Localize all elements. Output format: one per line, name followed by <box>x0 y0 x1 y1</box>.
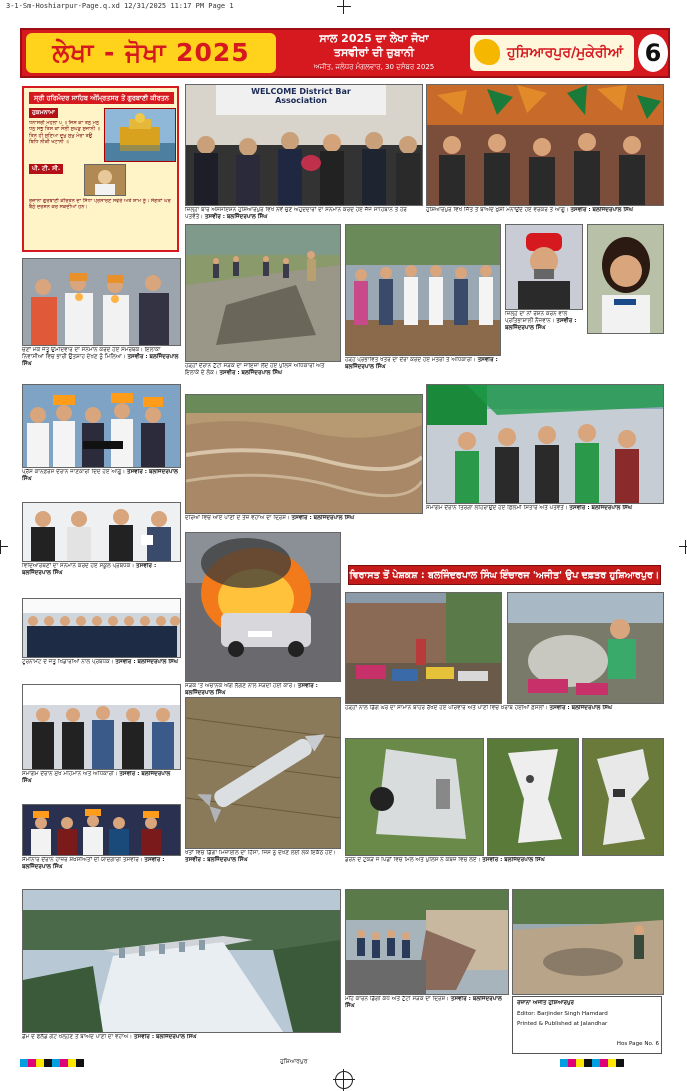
caption-car-fire-credit: ਤਸਵੀਰ : ਬਲਜਿੰਦਰਪਾਲ ਸਿੰਘ <box>185 683 318 697</box>
caption-river-flood-credit: ਤਸਵੀਰ : ਬਲਜਿੰਦਰਪਾਲ ਸਿੰਘ <box>291 515 355 521</box>
caption-students <box>22 563 179 593</box>
drone-debris-photo-1 <box>345 738 484 856</box>
gurbani-title: ਸ੍ਰੀ ਹਰਿਮੰਦਰ ਸਾਹਿਬ ਅੰਮ੍ਰਿਤਸਰ ਤੋਂ ਗੁਰਬਾਣੀ ਕੀਰਤਨ <box>29 92 174 104</box>
caption-election-winners-credit: ਤਸਵੀਰ : ਬਲਜਿੰਦਰਪਾਲ ਸਿੰਘ <box>22 354 179 368</box>
gurbani-sub1: ਹੁਕਮਨਾਮਾ <box>29 108 58 118</box>
print-slug: 3-1-Sm-Hoshiarpur-Page.q.xd 12/31/2025 11:17 PM Page 1 <box>6 2 234 10</box>
caption-minister-visit-credit: ਤਸਵੀਰ : ਬਲਜਿੰਦਰਪਾਲ ਸਿੰਘ <box>345 357 498 371</box>
celebration-photo <box>426 84 664 206</box>
caption-ceremony-credit: ਤਸਵੀਰ : ਬਲਜਿੰਦਰਪਾਲ ਸਿੰਘ <box>22 771 171 785</box>
info-page: Hos Page No. 6 <box>616 1041 659 1047</box>
guru-portrait-image <box>85 165 125 195</box>
caption-drone-debris <box>345 857 662 887</box>
dam-floodgates-photo <box>22 889 341 1033</box>
caption-flag-event-credit: ਤਸਵੀਰ : ਬਲਜਿੰਦਰਪਾਲ ਸਿੰਘ <box>569 505 633 511</box>
caption-celebration-text: ਹੁਸ਼ਿਆਰਪੁਰ ਵਿਖੇ ਜਿੱਤ ਤੋਂ ਬਾਅਦ ਖ਼ੁਸ਼ੀ ਮਨਾਉਂਦੇ ਹੋਏ ਵਰਕਰ ਤੇ ਆਗੂ। <box>426 207 569 213</box>
caption-broken-road <box>185 363 339 391</box>
flood-crops-photo <box>507 592 664 704</box>
caption-collapsed-wall-text: ਮੀਂਹ ਕਾਰਨ ਡਿੱਗੀ ਕੰਧ ਅਤੇ ਟੁੱਟੀ ਸੜਕ ਦਾ ਦ੍ਰਿਸ਼। <box>345 996 449 1002</box>
flag-event-photo <box>426 384 664 504</box>
caption-car-fire <box>185 683 339 697</box>
caption-missile-text: ਖੇਤਾਂ ਵਿਚ ਡਿੱਗਾ ਮਿਜ਼ਾਈਲ ਦਾ ਹਿੱਸਾ, ਜਿਸ ਨੂੰ ਦੇਖਣ ਲਈ ਲੋਕ ਇਕੱਠੇ ਹੋਏ। <box>185 850 336 856</box>
guru-portrait-photo <box>84 164 126 196</box>
footer-text: ਹੁਸ਼ਿਆਰਪੁਰ <box>280 1058 308 1065</box>
dam-floodgates-image <box>23 890 340 1032</box>
section-heading: ਵਿਰਾਸਤ ਤੋਂ ਪੇਸ਼ਕਸ਼ : ਬਲਜਿੰਦਰਪਾਲ ਸਿੰਘ ਇੰਚਾਰਜ 'ਅਜੀਤ' ਉਪ ਦਫ਼ਤਰ ਹੁਸ਼ਿਆਰਪੁਰ। <box>348 565 661 585</box>
portrait-man-photo <box>505 224 583 310</box>
minister-visit-image <box>346 225 500 355</box>
caption-celebration-credit: ਤਸਵੀਰ : ਬਲਜਿੰਦਰਪਾਲ ਸਿੰਘ <box>570 207 634 213</box>
caption-river-flood-text: ਦਰਿਆ ਵਿਚ ਆਏ ਪਾਣੀ ਦੇ ਤੇਜ਼ ਵਹਾਅ ਦਾ ਦ੍ਰਿਸ਼। <box>185 515 290 521</box>
caption-collapsed-wall-credit: ਤਸਵੀਰ : ਬਲਜਿੰਦਰਪਾਲ ਸਿੰਘ <box>345 996 502 1010</box>
caption-drone-debris-text: ਡਰੋਨ ਦੇ ਟੁਕੜੇ ਜੋ ਪਿੰਡਾਂ ਵਿਚ ਮਿਲੇ ਅਤੇ ਪੁਲਿਸ ਨੇ ਕਬਜ਼ੇ ਵਿਚ ਲਏ। <box>345 857 481 863</box>
gurbani-sub2: ਪੀ. ਟੀ. ਸੀ. <box>29 164 63 174</box>
students-photo <box>22 502 181 562</box>
flood-house-image <box>346 593 501 703</box>
caption-flood-house-text: ਹੜ੍ਹਾਂ ਨਾਲ ਡਿੱਗੇ ਘਰ ਦਾ ਸਾਮਾਨ ਬਾਹਰ ਰੱਖਦੇ ਹੋਏ ਪਰਿਵਾਰ ਅਤੇ ਪਾਣੀ ਵਿਚ ਖ਼ਰਾਬ ਹੋਈਆਂ ਫ਼ਸਲਾਂ। <box>345 705 548 711</box>
car-fire-image <box>186 533 340 681</box>
portrait-girl-photo <box>587 224 664 334</box>
broken-road-image <box>186 225 340 361</box>
ceremony-photo <box>22 684 181 770</box>
students-image <box>23 503 180 561</box>
caption-flag-event <box>426 505 662 527</box>
caption-students-text: ਵਿਦਿਆਰਥਣਾਂ ਦਾ ਸਨਮਾਨ ਕਰਦੇ ਹੋਏ ਸਕੂਲ ਪ੍ਰਬੰਧਕ। <box>22 563 135 569</box>
caption-river-flood <box>185 515 421 529</box>
caption-bar-association-text: ਜ਼ਿਲ੍ਹਾ ਬਾਰ ਐਸੋਸੀਏਸ਼ਨ ਹੁਸ਼ਿਆਰਪੁਰ ਵਿਖੇ ਨਵੇਂ ਚੁਣੇ ਅਹੁਦੇਦਾਰਾਂ ਦਾ ਸਨਮਾਨ ਕਰਦੇ ਹੋਏ ਜੱਜ ਸਾਹਿਬਾਨ ਤੇ ਹੋਰ ਪਤਵੰਤੇ। <box>185 207 407 221</box>
drone-debris-photo-3 <box>582 738 664 856</box>
caption-missile-credit: ਤਸਵੀਰ : ਬਲਜਿੰਦਰਪਾਲ ਸਿੰਘ <box>185 857 248 864</box>
caption-dam-credit: ਤਸਵੀਰ : ਬਲਜਿੰਦਰਪਾਲ ਸਿੰਘ <box>133 1034 197 1040</box>
info-line2: Editor: Barjinder Singh Hamdard <box>517 1011 608 1017</box>
caption-seminar-credit: ਤਸਵੀਰ : ਬਲਜਿੰਦਰਪਾਲ ਸਿੰਘ <box>22 857 165 871</box>
caption-press-conference <box>22 469 179 499</box>
broken-road-photo <box>185 224 341 362</box>
caption-press-conference-text: ਪ੍ਰੈੱਸ ਕਾਨਫ਼ਰੰਸ ਦੌਰਾਨ ਜਾਣਕਾਰੀ ਦਿੰਦੇ ਹੋਏ ਆਗੂ। <box>22 469 126 475</box>
caption-seminar <box>22 857 179 885</box>
masthead-subtitle <box>284 32 464 60</box>
drone-debris-image-1 <box>346 739 483 855</box>
caption-tournament <box>22 659 179 681</box>
damaged-road-image <box>513 890 663 994</box>
seminar-image <box>23 805 180 855</box>
color-bar-left <box>20 1059 84 1067</box>
caption-seminar-text: ਸੈਮੀਨਾਰ ਦੌਰਾਨ ਹਾਜ਼ਰ ਸ਼ਖ਼ਸੀਅਤਾਂ ਦੀ ਯਾਦਗਾਰੀ ਤਸਵੀਰ। <box>22 857 143 863</box>
caption-missile <box>185 850 339 880</box>
caption-tournament-text: ਟੂਰਨਾਮੈਂਟ ਦੇ ਜੇਤੂ ਖਿਡਾਰੀਆਂ ਨਾਲ ਪ੍ਰਬੰਧਕ। <box>22 659 114 665</box>
caption-broken-road-text: ਹੜ੍ਹਾਂ ਦੌਰਾਨ ਟੁੱਟੀ ਸੜਕ ਦਾ ਜਾਇਜ਼ਾ ਲੈਂਦੇ ਹੋਏ ਪੁਲਿਸ ਅਧਿਕਾਰੀ ਅਤੇ ਇਲਾਕੇ ਦੇ ਲੋਕ। <box>185 363 325 377</box>
caption-portrait-credit: ਤਸਵੀਰ : ਬਲਜਿੰਦਰਪਾਲ ਸਿੰਘ <box>505 318 577 332</box>
crop-mark-left <box>0 540 8 554</box>
car-fire-photo <box>185 532 341 682</box>
election-winners-photo <box>22 258 181 346</box>
caption-tournament-credit: ਤਸਵੀਰ : ਬਲਜਿੰਦਰਪਾਲ ਸਿੰਘ <box>115 659 179 665</box>
missile-photo <box>185 697 341 849</box>
caption-celebration <box>426 207 662 221</box>
caption-broken-road-credit: ਤਸਵੀਰ : ਬਲਜਿੰਦਰਪਾਲ ਸਿੰਘ <box>219 370 283 377</box>
info-line3: Printed & Published at Jalandhar <box>517 1021 608 1027</box>
edition-text: ਹੁਸ਼ਿਆਰਪੁਰ/ਮੁਕੇਰੀਆਂ <box>506 45 624 61</box>
punjab-map-icon <box>474 39 500 65</box>
tournament-image <box>23 599 180 657</box>
celebration-image <box>427 85 663 205</box>
caption-ceremony <box>22 771 179 801</box>
masthead-subtitle-line1: ਸਾਲ 2025 ਦਾ ਲੇਖਾ ਜੋਖਾ <box>319 32 429 45</box>
gurbani-text1: ਧਨਾਸਰੀ ਮਹਲਾ ੫ ॥ ਜਿਸ ਕਾ ਤਨੁ ਮਨੁ ਧਨੁ ਸਭੁ ਤਿਸ ਕਾ ਸੋਈ ਸੁਘੜੁ ਸੁਜਾਨੀ ॥ ਤਿਨ ਹੀ ਸੁਣਿਆ ਦੁਖੁ ਸੁਖੁ ਮੇਰਾ ਤਉ ਬਿਧਿ ਨੀਕੀ ਖਟਾਨੀ ॥ <box>29 120 101 146</box>
caption-bar-association <box>185 207 421 221</box>
golden-temple-photo <box>104 108 176 162</box>
collapsed-wall-photo <box>345 889 509 995</box>
gurbani-box <box>22 86 179 252</box>
drone-debris-image-3 <box>583 739 663 855</box>
press-conference-image <box>23 385 180 467</box>
caption-dam <box>22 1034 339 1054</box>
crop-mark-right <box>679 540 687 554</box>
caption-minister-visit <box>345 357 499 377</box>
drone-debris-image-2 <box>488 739 578 855</box>
collapsed-wall-image <box>346 890 508 994</box>
portrait-man-image <box>506 225 582 309</box>
caption-car-fire-text: ਸੜਕ 'ਤੇ ਅਚਾਨਕ ਅੱਗ ਲੱਗਣ ਨਾਲ ਸੜਦੀ ਹੋਈ ਕਾਰ। <box>185 683 296 689</box>
caption-election-winners <box>22 347 179 377</box>
crop-mark-top <box>337 0 351 14</box>
info-line1: ਰੋਜ਼ਾਨਾ ਅਜੀਤ ਹੁਸ਼ਿਆਰਪੁਰ <box>517 1000 575 1006</box>
election-winners-image <box>23 259 180 345</box>
masthead-subtitle-line2: ਤਸਵੀਰਾਂ ਦੀ ਜ਼ੁਬਾਨੀ <box>333 46 415 59</box>
flood-house-photo <box>345 592 502 704</box>
seminar-photo <box>22 804 181 856</box>
caption-bar-association-credit: ਤਸਵੀਰ : ਬਲਜਿੰਦਰਪਾਲ ਸਿੰਘ <box>204 214 268 221</box>
registration-mark-bottom <box>335 1071 353 1089</box>
flood-crops-image <box>508 593 663 703</box>
river-flood-image <box>186 395 422 513</box>
caption-minister-visit-text: ਹੜ੍ਹ ਪ੍ਰਭਾਵਿਤ ਖੇਤਰ ਦਾ ਦੌਰਾ ਕਰਦੇ ਹੋਏ ਮੰਤਰੀ ਤੇ ਅਧਿਕਾਰੀ। <box>345 357 476 363</box>
press-conference-photo <box>22 384 181 468</box>
bar-association-photo <box>185 84 423 206</box>
masthead-title: ਲੇਖਾ - ਜੋਖਾ 2025 <box>26 33 276 73</box>
caption-dam-text: ਡੈਮ ਦੇ ਫਲੱਡ ਗੇਟ ਖੋਲ੍ਹਣ ਤੋਂ ਬਾਅਦ ਪਾਣੀ ਦਾ ਵਹਾਅ। <box>22 1034 133 1040</box>
damaged-road-photo <box>512 889 664 995</box>
caption-election-winners-text: ਚੋਣਾਂ ਮੌਕੇ ਜੇਤੂ ਉਮੀਦਵਾਰ ਦਾ ਸਨਮਾਨ ਕਰਦੇ ਹੋਏ ਸਮਰਥਕ। ਇਲਾਕਾ ਨਿਵਾਸੀਆਂ ਵਿਚ ਭਾਰੀ ਉਤਸ਼ਾਹ ਦੇਖਣ ਨੂੰ ਮਿਲਿਆ। <box>22 347 161 361</box>
info-box <box>512 996 662 1054</box>
caption-press-conference-credit: ਤਸਵੀਰ : ਬਲਜਿੰਦਰਪਾਲ ਸਿੰਘ <box>22 469 178 483</box>
missile-image <box>186 698 340 848</box>
caption-flag-event-text: ਸਮਾਗਮ ਦੌਰਾਨ ਤਿਰੰਗਾ ਲਹਿਰਾਉਂਦੇ ਹੋਏ ਫ਼ਿਲਮੀ ਸਿਤਾਰੇ ਅਤੇ ਪਤਵੰਤੇ। <box>426 505 568 511</box>
river-flood-photo <box>185 394 423 514</box>
masthead-date: ਅਜੀਤ, ਜਲੰਧਰ ਮੰਗਲਵਾਰ, 30 ਦਸੰਬਰ 2025 <box>313 63 435 71</box>
tournament-photo <box>22 598 181 658</box>
golden-temple-image <box>105 109 175 161</box>
portrait-girl-image <box>588 225 663 333</box>
flag-event-image <box>427 385 663 503</box>
caption-drone-debris-credit: ਤਸਵੀਰ : ਬਲਜਿੰਦਰਪਾਲ ਸਿੰਘ <box>482 857 545 863</box>
caption-portrait-text: ਜ਼ਿਲ੍ਹੇ ਦਾ ਨਾਂ ਰੌਸ਼ਨ ਕਰਨ ਵਾਲੇ ਪ੍ਰਤਿਭਾਸ਼ਾਲੀ ਨੌਜਵਾਨ। <box>505 311 568 325</box>
welcome-sign-text: WELCOME District Bar Association <box>251 87 351 105</box>
minister-visit-photo <box>345 224 501 356</box>
caption-collapsed-wall <box>345 996 507 1054</box>
drone-debris-photo-2 <box>487 738 579 856</box>
caption-ceremony-text: ਸਮਾਗਮ ਦੌਰਾਨ ਮੁੱਖ ਮਹਿਮਾਨ ਅਤੇ ਅਧਿਕਾਰੀ। <box>22 771 118 777</box>
caption-students-credit: ਤਸਵੀਰ : ਬਲਜਿੰਦਰਪਾਲ ਸਿੰਘ <box>22 563 157 577</box>
ceremony-image <box>23 685 180 769</box>
masthead <box>20 28 670 78</box>
color-bar-right <box>560 1059 624 1067</box>
page-number: 6 <box>638 34 668 72</box>
caption-portrait <box>505 311 581 373</box>
caption-flood-house <box>345 705 662 735</box>
caption-flood-house-credit: ਤਸਵੀਰ : ਬਲਜਿੰਦਰਪਾਲ ਸਿੰਘ <box>549 705 613 711</box>
gurbani-text2: ਰੋਜ਼ਾਨਾ ਗੁਰਬਾਣੀ ਕੀਰਤਨ ਦਾ ਸਿੱਧਾ ਪ੍ਰਸਾਰਣ ਸਵੇਰੇ ਅਤੇ ਸ਼ਾਮ ਨੂੰ। ਸੰਗਤਾਂ ਘਰ ਬੈਠੇ ਦਰਸ਼ਨ ਕਰ ਸਕਦੀਆਂ ਹਨ। <box>29 198 171 211</box>
